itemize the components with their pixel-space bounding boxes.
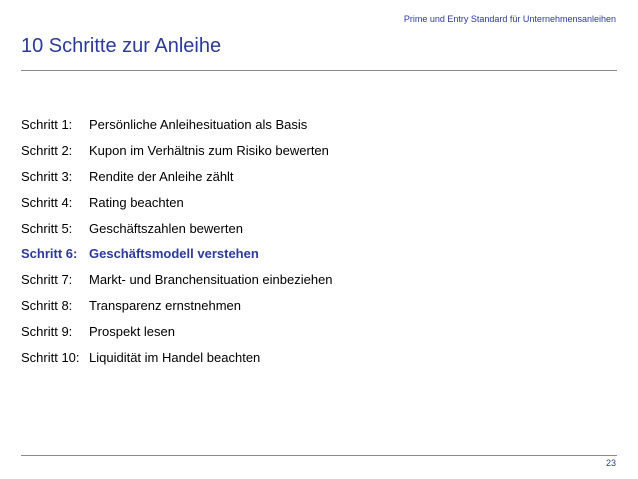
- step-number: Schritt 6:: [21, 246, 78, 262]
- step-item-5: [21, 215, 333, 241]
- step-text: Transparenz ernstnehmen: [89, 297, 241, 313]
- step-number: Schritt 3:: [21, 168, 73, 184]
- step-item-8: [21, 293, 333, 319]
- step-number: Schritt 7:: [21, 272, 73, 288]
- step-item-9: [21, 318, 333, 344]
- page-number: 23: [605, 458, 616, 468]
- step-item-3: [21, 164, 333, 190]
- footer-divider: [21, 455, 617, 456]
- step-number: Schritt 9:: [21, 323, 73, 339]
- step-item-1: [21, 112, 333, 138]
- step-item-7: [21, 267, 333, 293]
- step-item-10: [21, 344, 333, 370]
- step-number: Schritt 1:: [21, 117, 73, 133]
- step-number: Schritt 10:: [21, 349, 80, 365]
- step-text: Markt- und Branchensituation einbeziehen: [89, 272, 333, 288]
- step-text: Kupon im Verhältnis zum Risiko bewerten: [89, 143, 329, 159]
- step-item-6: [21, 241, 333, 267]
- step-number: Schritt 4:: [21, 194, 73, 210]
- title-divider: [21, 70, 617, 71]
- slide-title: 10 Schritte zur Anleihe: [21, 35, 222, 57]
- step-number: Schritt 2:: [21, 143, 73, 159]
- header-note: Prime und Entry Standard für Unternehmensanleihen: [403, 14, 616, 24]
- step-text: Persönliche Anleihesituation als Basis: [89, 117, 308, 133]
- step-text: Geschäftszahlen bewerten: [89, 220, 243, 236]
- step-item-2: [21, 138, 333, 164]
- step-text: Rendite der Anleihe zählt: [89, 168, 234, 184]
- steps-list: [21, 112, 333, 370]
- step-text: Prospekt lesen: [89, 323, 175, 339]
- step-text: Liquidität im Handel beachten: [89, 349, 261, 365]
- step-text: Rating beachten: [89, 194, 184, 210]
- step-text: Geschäftsmodell verstehen: [89, 246, 259, 262]
- step-item-4: [21, 189, 333, 215]
- step-number: Schritt 5:: [21, 220, 73, 236]
- step-number: Schritt 8:: [21, 297, 73, 313]
